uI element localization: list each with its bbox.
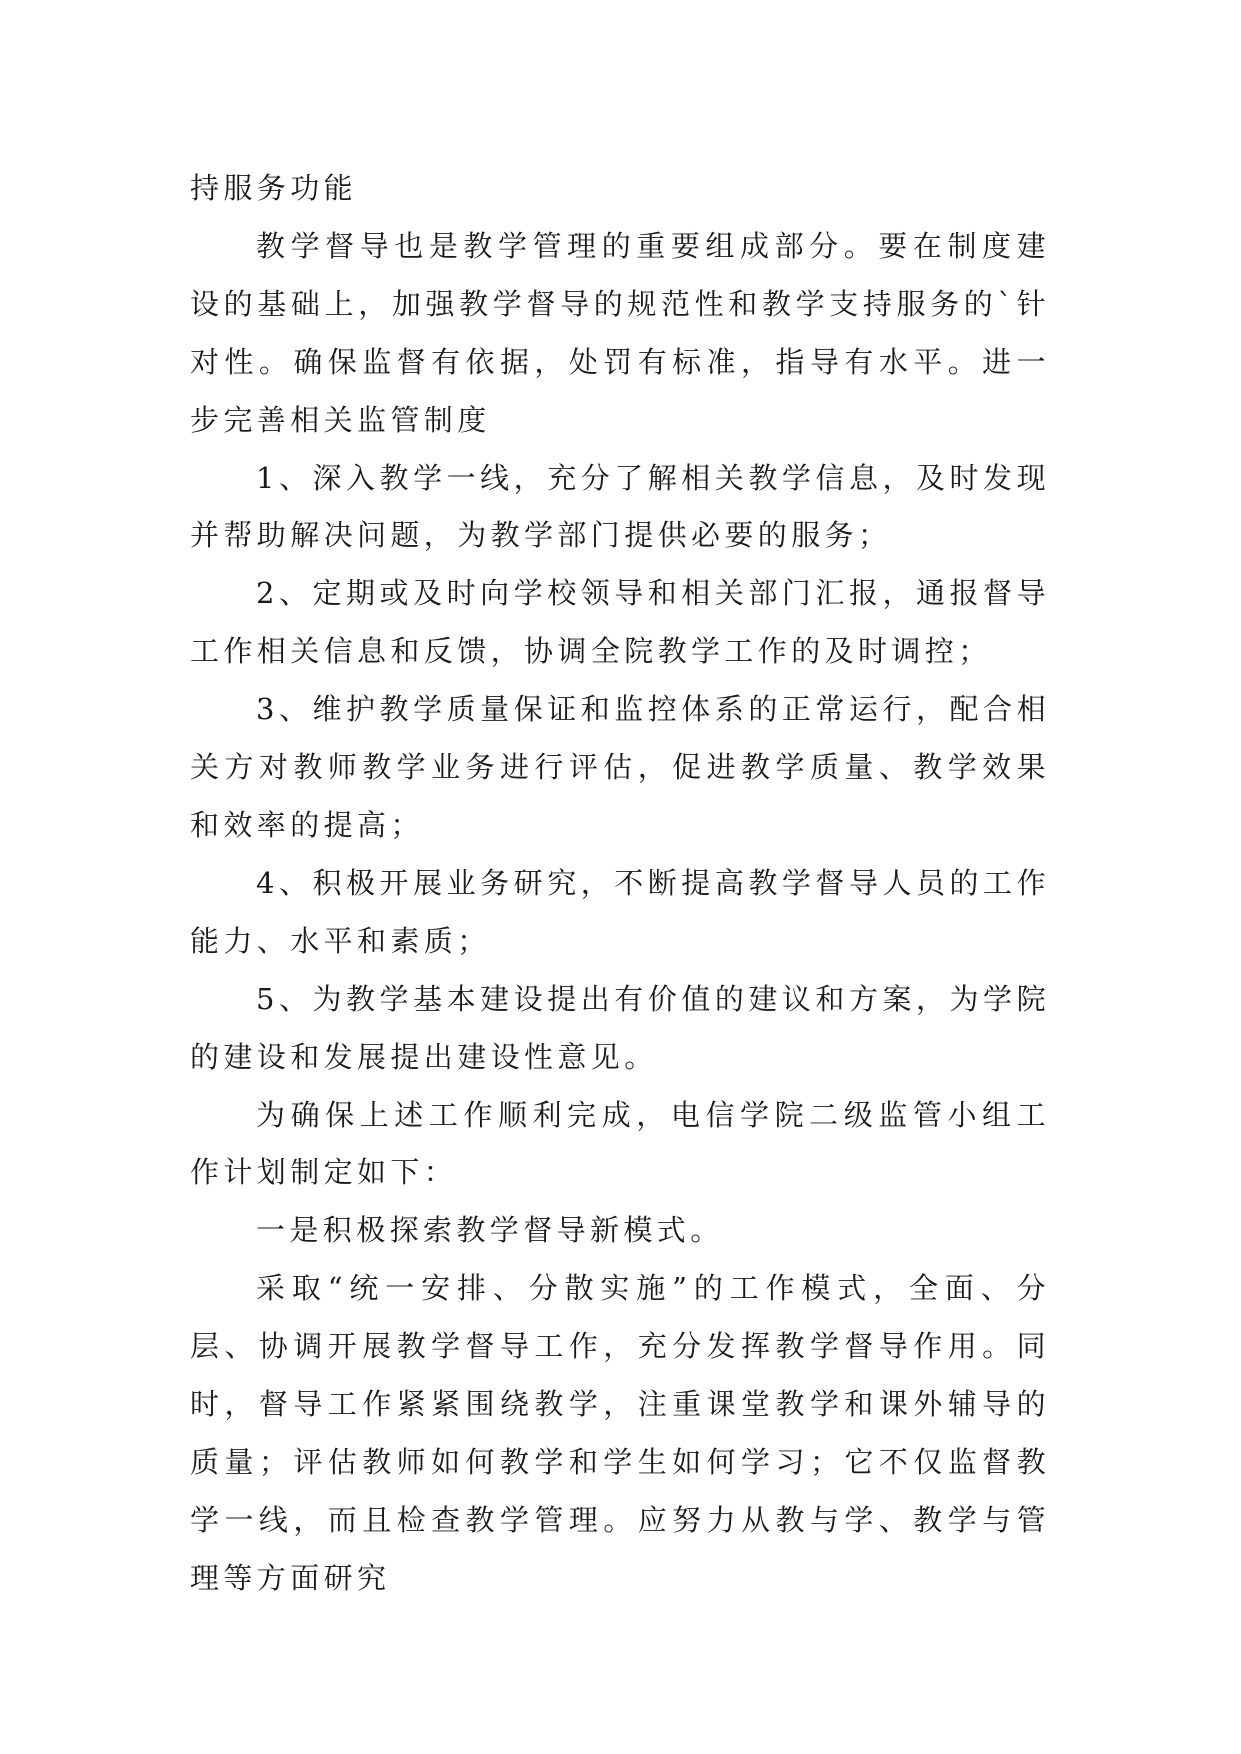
list-item-2: 2、定期或及时向学校领导和相关部门汇报，通报督导工作相关信息和反馈，协调全院教学工作的及时调控； [190,576,1050,669]
list-item-3: 3、维护教学质量保证和监控体系的正常运行，配合相关方对教师教学业务进行评估，促进教学质量、教学效果和效率的提高； [190,692,1050,842]
body-text [190,160,1050,1608]
list-item-4: 4、积极开展业务研究，不断提高教学督导人员的工作能力、水平和素质； [190,865,1050,958]
list-item-5: 5、为教学基本建设提出有价值的建议和方案，为学院的建设和发展提出建设性意见。 [190,981,1050,1074]
list-item-1: 1、深入教学一线，充分了解相关教学信息，及时发现并帮助解决问题，为教学部门提供必要的服务； [190,460,1050,553]
paragraph-continuation: 持服务功能 [190,171,358,205]
section-heading-first: 一是积极探索教学督导新模式。 [256,1213,724,1248]
paragraph-work-mode: 采取“统一安排、分散实施”的工作模式，全面、分层、协调开展教学督导工作，充分发挥教学督导作用。同时，督导工作紧紧围绕教学，注重课堂教学和课外辅导的质量；评估教师如何教学和学生如何学习；它不仅监督教学一线，而且检查教学管理。应努力从教与学、教学与管理等方面研究 [190,1271,1050,1595]
paragraph-supervision-intro: 教学督导也是教学管理的重要组成部分。要在制度建设的基础上，加强教学督导的规范性和教学支持服务的`针对性。确保监督有依据，处罚有标准，指导有水平。进一步完善相关监管制度 [190,228,1050,437]
paragraph-plan-intro: 为确保上述工作顺利完成，电信学院二级监管小组工作计划制定如下： [190,1097,1050,1190]
